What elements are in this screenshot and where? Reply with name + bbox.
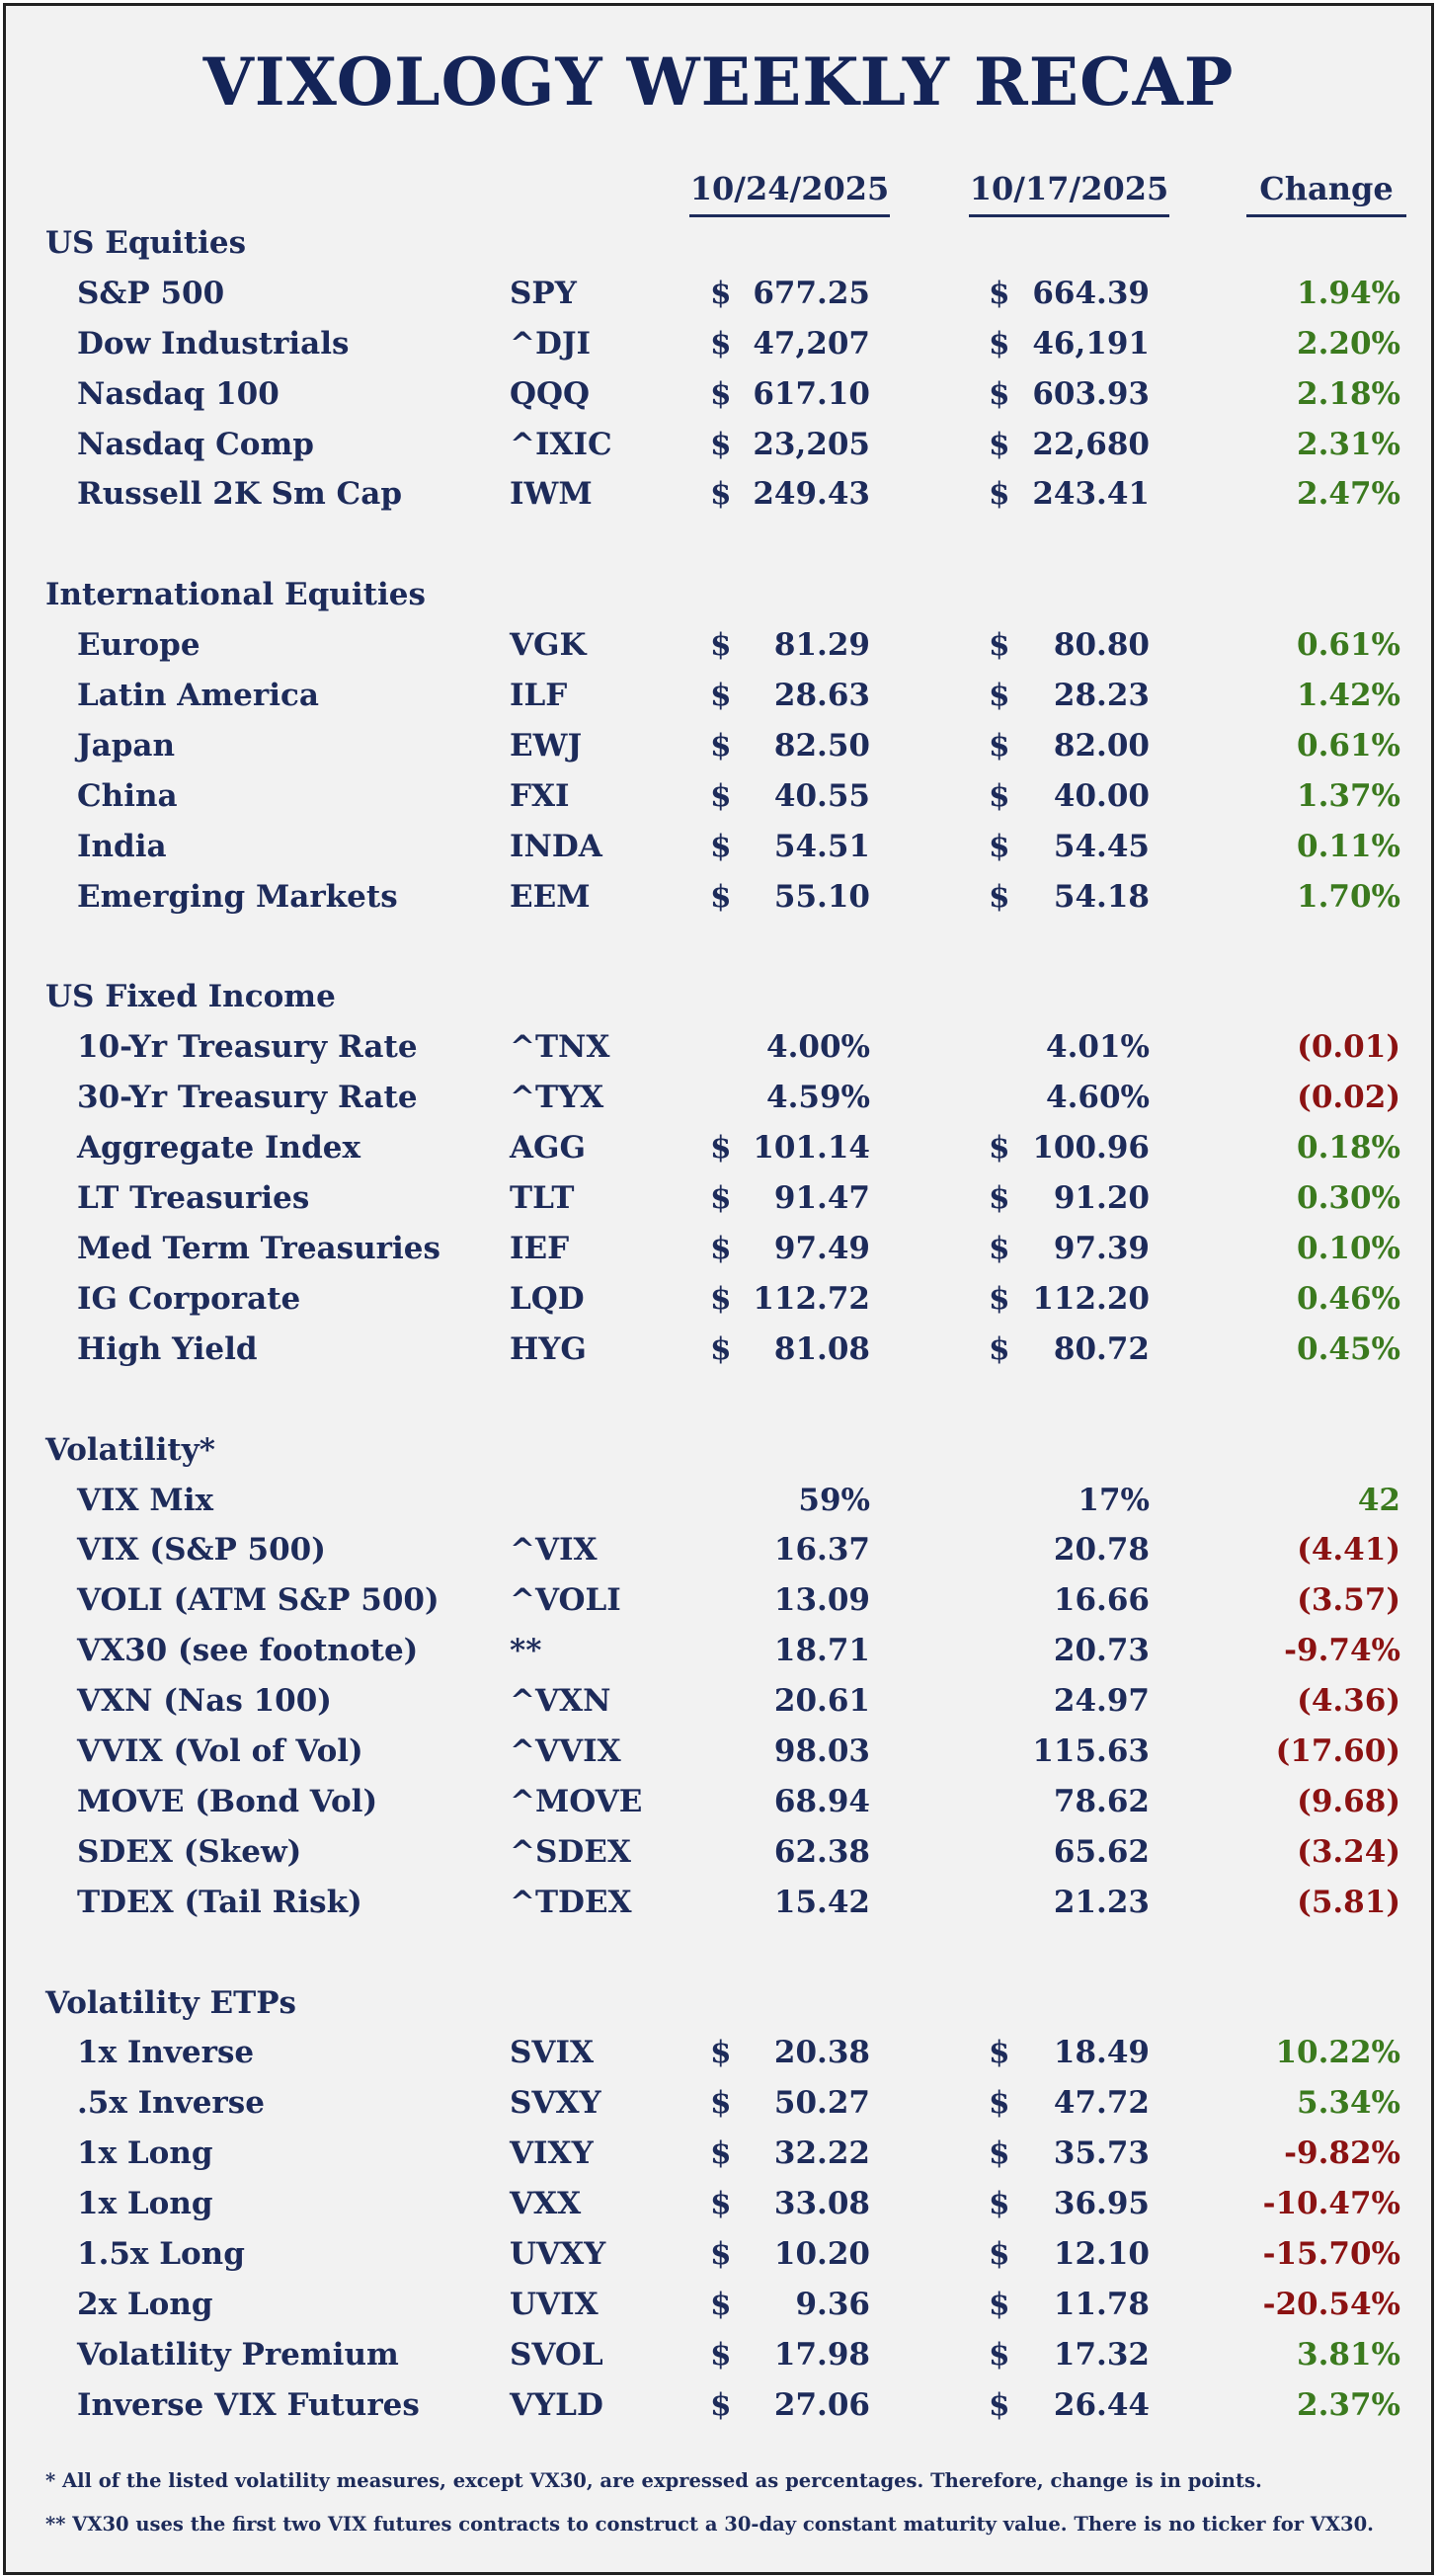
change-value: 3.81% — [1297, 2337, 1400, 2373]
dollar-sign-date1: $ — [710, 427, 732, 462]
row-name: 2x Long — [77, 2287, 213, 2322]
section-title: Volatility ETPs — [45, 1985, 296, 2021]
value-date1: 47,207 — [753, 326, 870, 362]
change-value: (3.57) — [1297, 1582, 1400, 1618]
table-row — [6, 671, 1431, 720]
table-row — [6, 1525, 1431, 1574]
section-header — [6, 1425, 1431, 1475]
section-header — [6, 218, 1431, 268]
dollar-sign-date1: $ — [710, 2236, 732, 2272]
value-date2: 12.10 — [1053, 2236, 1150, 2272]
table-row — [6, 1224, 1431, 1273]
row-name: Nasdaq 100 — [77, 376, 280, 412]
row-name: Japan — [77, 728, 176, 764]
table-row — [6, 2280, 1431, 2329]
row-ticker: ^TNX — [510, 1029, 610, 1065]
row-name: 1x Long — [77, 2135, 213, 2171]
change-value: 2.31% — [1297, 427, 1400, 462]
value-date2: 112.20 — [1032, 1281, 1150, 1317]
table-row — [6, 620, 1431, 670]
dollar-sign-date1: $ — [710, 627, 732, 663]
table-row — [6, 2078, 1431, 2128]
value-date2: 82.00 — [1053, 728, 1150, 764]
dollar-sign-date2: $ — [989, 2135, 1010, 2171]
row-name: 10-Yr Treasury Rate — [77, 1029, 418, 1065]
change-value: 2.37% — [1297, 2387, 1400, 2423]
change-value: 0.18% — [1297, 1130, 1400, 1166]
value-date1: 617.10 — [753, 376, 870, 412]
value-date1: 68.94 — [773, 1784, 870, 1819]
value-date2: 16.66 — [1053, 1582, 1150, 1618]
dollar-sign-date1: $ — [710, 326, 732, 362]
row-ticker: ^DJI — [510, 326, 592, 362]
row-ticker: SVIX — [510, 2035, 594, 2070]
value-date2: 28.23 — [1053, 678, 1150, 713]
dollar-sign-date2: $ — [989, 1231, 1010, 1266]
value-date1: 4.59% — [766, 1080, 870, 1115]
value-date2: 80.80 — [1053, 627, 1150, 663]
dollar-sign-date1: $ — [710, 1331, 732, 1367]
section-title: Volatility* — [45, 1432, 215, 1468]
row-name: LT Treasuries — [77, 1180, 310, 1216]
value-date1: 40.55 — [773, 778, 870, 814]
value-date2: 18.49 — [1053, 2035, 1150, 2070]
dollar-sign-date1: $ — [710, 829, 732, 864]
value-date1: 62.38 — [773, 1834, 870, 1870]
dollar-sign-date1: $ — [710, 879, 732, 915]
row-name: Med Term Treasuries — [77, 1231, 440, 1266]
column-header-change: Change — [1246, 167, 1406, 217]
change-value: (17.60) — [1275, 1733, 1400, 1769]
dollar-sign-date1: $ — [710, 1231, 732, 1266]
value-date2: 4.60% — [1046, 1080, 1150, 1115]
value-date2: 11.78 — [1053, 2287, 1150, 2322]
dollar-sign-date1: $ — [710, 1281, 732, 1317]
value-date1: 82.50 — [773, 728, 870, 764]
table-row — [6, 1676, 1431, 1726]
dollar-sign-date1: $ — [710, 2387, 732, 2423]
row-ticker: EWJ — [510, 728, 583, 764]
page-title: VIXOLOGY WEEKLY RECAP — [202, 43, 1235, 121]
value-date2: 20.73 — [1053, 1633, 1150, 1668]
value-date1: 15.42 — [773, 1885, 870, 1920]
section-header — [6, 972, 1431, 1021]
change-value: (9.68) — [1297, 1784, 1400, 1819]
dollar-sign-date2: $ — [989, 2287, 1010, 2322]
footnote-1: * All of the listed volatility measures, except VX30, are expressed as percentages. Therefore, change is in points. — [45, 2469, 1262, 2492]
change-value: (0.01) — [1297, 1029, 1400, 1065]
change-value: -9.82% — [1284, 2135, 1400, 2171]
row-name: Emerging Markets — [77, 879, 398, 915]
value-date1: 17.98 — [773, 2337, 870, 2373]
change-value: 1.70% — [1297, 879, 1400, 915]
value-date1: 20.38 — [773, 2035, 870, 2070]
change-value: -15.70% — [1262, 2236, 1400, 2272]
value-date1: 81.29 — [773, 627, 870, 663]
value-date2: 664.39 — [1032, 276, 1150, 311]
change-value: 0.45% — [1297, 1331, 1400, 1367]
recap-frame — [3, 3, 1434, 2575]
table-row — [6, 1626, 1431, 1675]
row-name: India — [77, 829, 167, 864]
change-value: -9.74% — [1284, 1633, 1400, 1668]
row-ticker: SVXY — [510, 2085, 601, 2121]
value-date1: 13.09 — [773, 1582, 870, 1618]
dollar-sign-date2: $ — [989, 2186, 1010, 2221]
change-value: (4.36) — [1297, 1683, 1400, 1719]
change-value: 0.61% — [1297, 728, 1400, 764]
change-value: 0.11% — [1297, 829, 1400, 864]
value-date1: 101.14 — [753, 1130, 870, 1166]
row-ticker: IEF — [510, 1231, 570, 1266]
value-date1: 112.72 — [753, 1281, 870, 1317]
dollar-sign-date1: $ — [710, 2337, 732, 2373]
change-value: 10.22% — [1275, 2035, 1400, 2070]
dollar-sign-date2: $ — [989, 1130, 1010, 1166]
value-date2: 54.45 — [1053, 829, 1150, 864]
table-row — [6, 2229, 1431, 2279]
table-row — [6, 1073, 1431, 1122]
dollar-sign-date2: $ — [989, 627, 1010, 663]
value-date2: 100.96 — [1032, 1130, 1150, 1166]
dollar-sign-date1: $ — [710, 476, 732, 512]
dollar-sign-date2: $ — [989, 1281, 1010, 1317]
row-name: VXN (Nas 100) — [77, 1683, 332, 1719]
section-title: International Equities — [45, 577, 426, 612]
dollar-sign-date1: $ — [710, 2287, 732, 2322]
dollar-sign-date2: $ — [989, 2085, 1010, 2121]
table-row — [6, 2380, 1431, 2430]
row-ticker: QQQ — [510, 376, 591, 412]
change-value: (5.81) — [1297, 1885, 1400, 1920]
row-ticker: IWM — [510, 476, 593, 512]
dollar-sign-date1: $ — [710, 778, 732, 814]
row-ticker: HYG — [510, 1331, 587, 1367]
value-date1: 10.20 — [773, 2236, 870, 2272]
row-ticker: SPY — [510, 276, 577, 311]
table-row — [6, 1777, 1431, 1826]
table-row — [6, 1173, 1431, 1223]
table-row — [6, 721, 1431, 770]
row-name: Dow Industrials — [77, 326, 350, 362]
column-header-date2: 10/17/2025 — [969, 167, 1169, 217]
row-ticker: INDA — [510, 829, 602, 864]
table-row — [6, 369, 1431, 419]
row-ticker: ^VIX — [510, 1532, 598, 1568]
value-date1: 54.51 — [773, 829, 870, 864]
dollar-sign-date2: $ — [989, 476, 1010, 512]
dollar-sign-date1: $ — [710, 376, 732, 412]
table-row — [6, 1022, 1431, 1072]
section-header — [6, 570, 1431, 619]
dollar-sign-date2: $ — [989, 1180, 1010, 1216]
value-date2: 603.93 — [1032, 376, 1150, 412]
value-date2: 46,191 — [1032, 326, 1150, 362]
value-date2: 91.20 — [1053, 1180, 1150, 1216]
row-ticker: VYLD — [510, 2387, 603, 2423]
table-row — [6, 1325, 1431, 1374]
value-date1: 32.22 — [773, 2135, 870, 2171]
row-name: Nasdaq Comp — [77, 427, 314, 462]
value-date2: 35.73 — [1053, 2135, 1150, 2171]
value-date1: 18.71 — [773, 1633, 870, 1668]
value-date1: 91.47 — [773, 1180, 870, 1216]
row-ticker: ^TDEX — [510, 1885, 632, 1920]
value-date1: 50.27 — [773, 2085, 870, 2121]
row-name: 1x Inverse — [77, 2035, 255, 2070]
dollar-sign-date2: $ — [989, 829, 1010, 864]
change-value: 2.20% — [1297, 326, 1400, 362]
row-name: China — [77, 778, 178, 814]
value-date1: 23,205 — [753, 427, 870, 462]
row-name: 30-Yr Treasury Rate — [77, 1080, 418, 1115]
table-row — [6, 2129, 1431, 2178]
value-date1: 677.25 — [753, 276, 870, 311]
row-name: Latin America — [77, 678, 319, 713]
row-name: .5x Inverse — [77, 2085, 265, 2121]
table-row — [6, 1827, 1431, 1877]
dollar-sign-date2: $ — [989, 326, 1010, 362]
row-name: MOVE (Bond Vol) — [77, 1784, 378, 1819]
dollar-sign-date2: $ — [989, 376, 1010, 412]
row-name: Europe — [77, 627, 200, 663]
table-row — [6, 319, 1431, 368]
row-name: TDEX (Tail Risk) — [77, 1885, 362, 1920]
table-row — [6, 2028, 1431, 2077]
row-name: VIX (S&P 500) — [77, 1532, 326, 1568]
dollar-sign-date2: $ — [989, 879, 1010, 915]
footnote-2: ** VX30 uses the first two VIX futures contracts to construct a 30-day constant maturity value. There is no ticker for VX30. — [45, 2513, 1374, 2536]
row-ticker: VXX — [510, 2186, 582, 2221]
value-date2: 36.95 — [1053, 2186, 1150, 2221]
dollar-sign-date1: $ — [710, 2186, 732, 2221]
dollar-sign-date2: $ — [989, 1331, 1010, 1367]
dollar-sign-date1: $ — [710, 2135, 732, 2171]
dollar-sign-date2: $ — [989, 2337, 1010, 2373]
value-date1: 28.63 — [773, 678, 870, 713]
row-ticker: SVOL — [510, 2337, 603, 2373]
table-row — [6, 1878, 1431, 1927]
dollar-sign-date1: $ — [710, 678, 732, 713]
value-date1: 4.00% — [766, 1029, 870, 1065]
value-date2: 17.32 — [1053, 2337, 1150, 2373]
value-date1: 98.03 — [773, 1733, 870, 1769]
change-value: 5.34% — [1297, 2085, 1400, 2121]
table-row — [6, 420, 1431, 469]
dollar-sign-date2: $ — [989, 678, 1010, 713]
table-row — [6, 1123, 1431, 1172]
value-date1: 20.61 — [773, 1683, 870, 1719]
dollar-sign-date2: $ — [989, 2035, 1010, 2070]
row-name: Inverse VIX Futures — [77, 2387, 420, 2423]
change-value: (3.24) — [1297, 1834, 1400, 1870]
row-name: Aggregate Index — [77, 1130, 360, 1166]
row-ticker: EEM — [510, 879, 591, 915]
row-ticker: ^VVIX — [510, 1733, 621, 1769]
value-date2: 26.44 — [1053, 2387, 1150, 2423]
row-ticker: VGK — [510, 627, 587, 663]
value-date2: 22,680 — [1032, 427, 1150, 462]
row-ticker: UVXY — [510, 2236, 606, 2272]
value-date1: 16.37 — [773, 1532, 870, 1568]
value-date2: 47.72 — [1053, 2085, 1150, 2121]
value-date2: 80.72 — [1053, 1331, 1150, 1367]
row-name: VX30 (see footnote) — [77, 1633, 419, 1668]
dollar-sign-date1: $ — [710, 2085, 732, 2121]
value-date2: 20.78 — [1053, 1532, 1150, 1568]
value-date2: 4.01% — [1046, 1029, 1150, 1065]
table-row — [6, 1274, 1431, 1324]
change-value: (0.02) — [1297, 1080, 1400, 1115]
section-title: US Equities — [45, 225, 247, 261]
row-ticker: TLT — [510, 1180, 575, 1216]
row-ticker: ^SDEX — [510, 1834, 631, 1870]
change-value: 0.30% — [1297, 1180, 1400, 1216]
row-ticker: ^TYX — [510, 1080, 604, 1115]
value-date1: 59% — [798, 1483, 870, 1518]
row-name: Russell 2K Sm Cap — [77, 476, 402, 512]
row-name: IG Corporate — [77, 1281, 301, 1317]
table-row — [6, 771, 1431, 821]
value-date1: 9.36 — [795, 2287, 870, 2322]
row-ticker: ^VXN — [510, 1683, 611, 1719]
value-date1: 27.06 — [773, 2387, 870, 2423]
row-ticker: ** — [510, 1633, 542, 1668]
table-row — [6, 269, 1431, 318]
change-value: -10.47% — [1262, 2186, 1400, 2221]
value-date2: 21.23 — [1053, 1885, 1150, 1920]
table-row — [6, 872, 1431, 922]
row-ticker: AGG — [510, 1130, 587, 1166]
dollar-sign-date2: $ — [989, 778, 1010, 814]
row-name: Volatility Premium — [77, 2337, 399, 2373]
dollar-sign-date2: $ — [989, 2236, 1010, 2272]
value-date1: 97.49 — [773, 1231, 870, 1266]
value-date2: 97.39 — [1053, 1231, 1150, 1266]
change-value: 2.18% — [1297, 376, 1400, 412]
value-date2: 40.00 — [1053, 778, 1150, 814]
row-name: VIX Mix — [77, 1483, 213, 1518]
table-row — [6, 469, 1431, 519]
table-row — [6, 1575, 1431, 1625]
table-row — [6, 2330, 1431, 2379]
table-row — [6, 1727, 1431, 1776]
dollar-sign-date1: $ — [710, 1180, 732, 1216]
section-header — [6, 1978, 1431, 2028]
row-ticker: FXI — [510, 778, 570, 814]
dollar-sign-date1: $ — [710, 1130, 732, 1166]
row-name: SDEX (Skew) — [77, 1834, 302, 1870]
change-value: (4.41) — [1297, 1532, 1400, 1568]
value-date2: 115.63 — [1032, 1733, 1150, 1769]
row-ticker: ^MOVE — [510, 1784, 643, 1819]
change-value: 1.37% — [1297, 778, 1400, 814]
value-date1: 249.43 — [753, 476, 870, 512]
value-date1: 81.08 — [773, 1331, 870, 1367]
change-value: -20.54% — [1262, 2287, 1400, 2322]
change-value: 42 — [1357, 1483, 1400, 1518]
change-value: 2.47% — [1297, 476, 1400, 512]
change-value: 1.42% — [1297, 678, 1400, 713]
row-ticker: ^VOLI — [510, 1582, 621, 1618]
value-date2: 17% — [1078, 1483, 1150, 1518]
value-date2: 243.41 — [1032, 476, 1150, 512]
change-value: 0.46% — [1297, 1281, 1400, 1317]
section-title: US Fixed Income — [45, 979, 336, 1014]
row-name: S&P 500 — [77, 276, 225, 311]
dollar-sign-date2: $ — [989, 2387, 1010, 2423]
dollar-sign-date1: $ — [710, 2035, 732, 2070]
dollar-sign-date2: $ — [989, 276, 1010, 311]
value-date1: 33.08 — [773, 2186, 870, 2221]
value-date1: 55.10 — [773, 879, 870, 915]
row-ticker: UVIX — [510, 2287, 599, 2322]
table-row — [6, 2179, 1431, 2228]
row-name: 1.5x Long — [77, 2236, 245, 2272]
change-value: 1.94% — [1297, 276, 1400, 311]
row-ticker: ^IXIC — [510, 427, 612, 462]
value-date2: 65.62 — [1053, 1834, 1150, 1870]
row-ticker: LQD — [510, 1281, 585, 1317]
value-date2: 78.62 — [1053, 1784, 1150, 1819]
row-name: VVIX (Vol of Vol) — [77, 1733, 363, 1769]
dollar-sign-date2: $ — [989, 427, 1010, 462]
row-ticker: VIXY — [510, 2135, 594, 2171]
table-row — [6, 822, 1431, 871]
value-date2: 24.97 — [1053, 1683, 1150, 1719]
column-header-date1: 10/24/2025 — [689, 167, 890, 217]
row-name: High Yield — [77, 1331, 258, 1367]
row-ticker: ILF — [510, 678, 568, 713]
value-date2: 54.18 — [1053, 879, 1150, 915]
row-name: VOLI (ATM S&P 500) — [77, 1582, 439, 1618]
dollar-sign-date1: $ — [710, 276, 732, 311]
table-row — [6, 1476, 1431, 1525]
change-value: 0.10% — [1297, 1231, 1400, 1266]
change-value: 0.61% — [1297, 627, 1400, 663]
dollar-sign-date2: $ — [989, 728, 1010, 764]
dollar-sign-date1: $ — [710, 728, 732, 764]
row-name: 1x Long — [77, 2186, 213, 2221]
